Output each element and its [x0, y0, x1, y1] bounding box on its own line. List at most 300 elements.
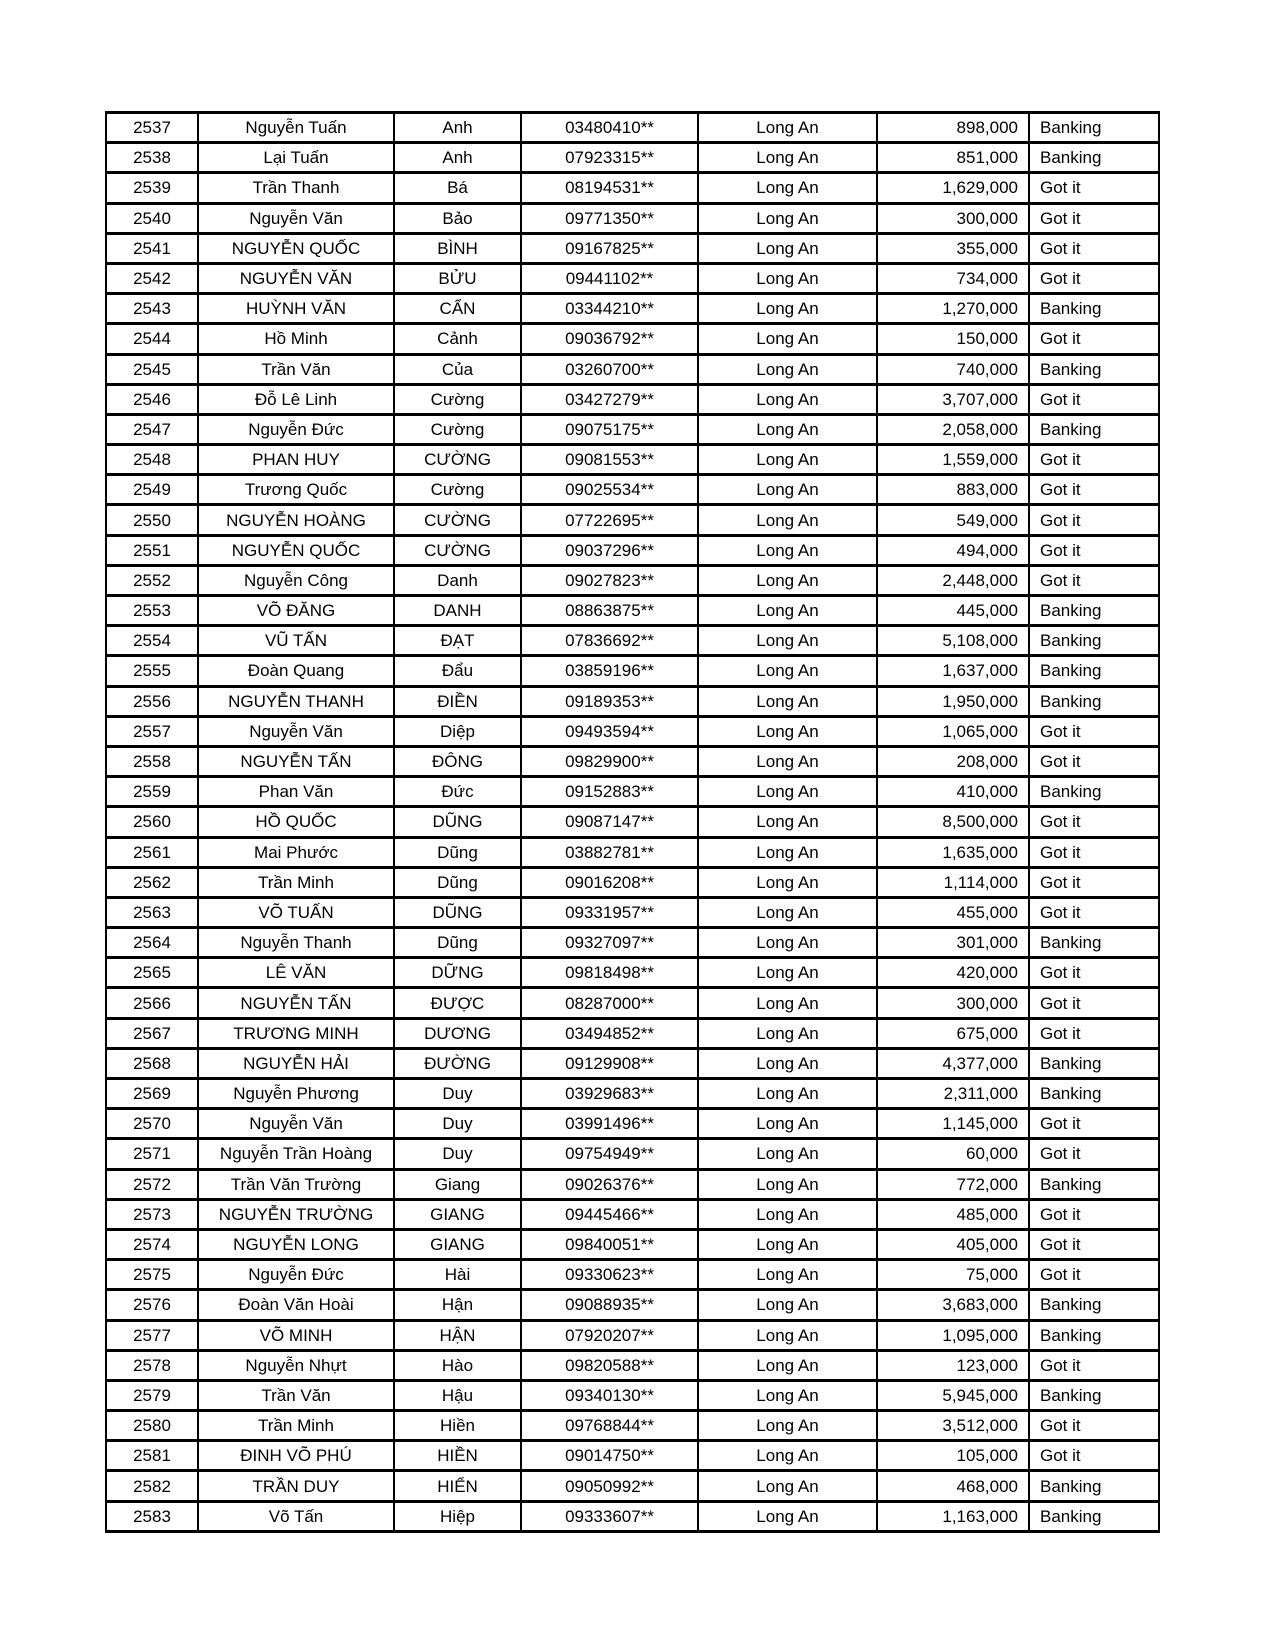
row-number-cell: 2581: [106, 1441, 198, 1471]
table-row: [106, 1441, 1159, 1471]
table-row: [106, 958, 1159, 988]
first-name-cell: Duy: [394, 1079, 521, 1109]
last-middle-name-cell: Nguyễn Trần Hoàng: [198, 1139, 394, 1169]
first-name-cell: ĐƯỢC: [394, 988, 521, 1018]
amount-cell: 1,270,000: [877, 294, 1029, 324]
row-number-cell: 2556: [106, 686, 198, 716]
first-name-cell: Cảnh: [394, 324, 521, 354]
row-number-cell: 2572: [106, 1169, 198, 1199]
province-cell: Long An: [698, 626, 877, 656]
status-cell: Banking: [1029, 686, 1159, 716]
table-row: [106, 686, 1159, 716]
province-cell: Long An: [698, 656, 877, 686]
amount-cell: 5,945,000: [877, 1380, 1029, 1410]
province-cell: Long An: [698, 1290, 877, 1320]
phone-masked-cell: 07836692**: [521, 626, 698, 656]
status-cell: Banking: [1029, 1290, 1159, 1320]
first-name-cell: Dũng: [394, 928, 521, 958]
row-number-cell: 2559: [106, 777, 198, 807]
status-cell: Banking: [1029, 1079, 1159, 1109]
amount-cell: 1,114,000: [877, 867, 1029, 897]
province-cell: Long An: [698, 1441, 877, 1471]
phone-masked-cell: 03929683**: [521, 1079, 698, 1109]
table-row: [106, 414, 1159, 444]
row-number-cell: 2563: [106, 897, 198, 927]
row-number-cell: 2566: [106, 988, 198, 1018]
first-name-cell: CẨN: [394, 294, 521, 324]
table-row: [106, 746, 1159, 776]
phone-masked-cell: 03427279**: [521, 384, 698, 414]
province-cell: Long An: [698, 1471, 877, 1501]
status-cell: Got it: [1029, 1109, 1159, 1139]
row-number-cell: 2541: [106, 233, 198, 263]
row-number-cell: 2570: [106, 1109, 198, 1139]
first-name-cell: BỬU: [394, 263, 521, 293]
first-name-cell: Dũng: [394, 837, 521, 867]
phone-masked-cell: 09037296**: [521, 535, 698, 565]
status-cell: Banking: [1029, 1501, 1159, 1531]
row-number-cell: 2576: [106, 1290, 198, 1320]
amount-cell: 123,000: [877, 1350, 1029, 1380]
status-cell: Got it: [1029, 837, 1159, 867]
table-row: [106, 1380, 1159, 1410]
table-row: [106, 988, 1159, 1018]
table-row: [106, 1350, 1159, 1380]
status-cell: Got it: [1029, 324, 1159, 354]
phone-masked-cell: 09333607**: [521, 1501, 698, 1531]
status-cell: Got it: [1029, 384, 1159, 414]
last-middle-name-cell: Nguyễn Nhựt: [198, 1350, 394, 1380]
province-cell: Long An: [698, 1260, 877, 1290]
row-number-cell: 2543: [106, 294, 198, 324]
province-cell: Long An: [698, 1320, 877, 1350]
status-cell: Got it: [1029, 445, 1159, 475]
table-row: [106, 294, 1159, 324]
row-number-cell: 2547: [106, 414, 198, 444]
phone-masked-cell: 09050992**: [521, 1471, 698, 1501]
status-cell: Got it: [1029, 565, 1159, 595]
last-middle-name-cell: Nguyễn Tuấn: [198, 113, 394, 143]
first-name-cell: Duy: [394, 1109, 521, 1139]
amount-cell: 485,000: [877, 1199, 1029, 1229]
phone-masked-cell: 09036792**: [521, 324, 698, 354]
last-middle-name-cell: NGUYỄN HẢI: [198, 1048, 394, 1078]
row-number-cell: 2549: [106, 475, 198, 505]
recipient-roster-table: [105, 111, 1160, 1533]
last-middle-name-cell: ĐINH VÕ PHÚ: [198, 1441, 394, 1471]
row-number-cell: 2548: [106, 445, 198, 475]
province-cell: Long An: [698, 1018, 877, 1048]
table-row: [106, 626, 1159, 656]
table-row: [106, 1290, 1159, 1320]
row-number-cell: 2537: [106, 113, 198, 143]
table-row: [106, 1320, 1159, 1350]
amount-cell: 8,500,000: [877, 807, 1029, 837]
first-name-cell: Danh: [394, 565, 521, 595]
amount-cell: 772,000: [877, 1169, 1029, 1199]
status-cell: Got it: [1029, 867, 1159, 897]
last-middle-name-cell: NGUYỄN TẤN: [198, 746, 394, 776]
row-number-cell: 2539: [106, 173, 198, 203]
table-row: [106, 173, 1159, 203]
province-cell: Long An: [698, 777, 877, 807]
amount-cell: 1,095,000: [877, 1320, 1029, 1350]
province-cell: Long An: [698, 1139, 877, 1169]
first-name-cell: ĐIỀN: [394, 686, 521, 716]
phone-masked-cell: 03344210**: [521, 294, 698, 324]
last-middle-name-cell: Hồ Minh: [198, 324, 394, 354]
status-cell: Banking: [1029, 414, 1159, 444]
row-number-cell: 2578: [106, 1350, 198, 1380]
last-middle-name-cell: Trần Văn Trường: [198, 1169, 394, 1199]
first-name-cell: DƯƠNG: [394, 1018, 521, 1048]
first-name-cell: DŨNG: [394, 807, 521, 837]
phone-masked-cell: 09441102**: [521, 263, 698, 293]
last-middle-name-cell: HUỲNH VĂN: [198, 294, 394, 324]
phone-masked-cell: 03859196**: [521, 656, 698, 686]
amount-cell: 3,512,000: [877, 1411, 1029, 1441]
status-cell: Banking: [1029, 928, 1159, 958]
phone-masked-cell: 08287000**: [521, 988, 698, 1018]
province-cell: Long An: [698, 414, 877, 444]
amount-cell: 1,950,000: [877, 686, 1029, 716]
table-row: [106, 143, 1159, 173]
last-middle-name-cell: VŨ TẤN: [198, 626, 394, 656]
province-cell: Long An: [698, 596, 877, 626]
last-middle-name-cell: Mai Phước: [198, 837, 394, 867]
table-row: [106, 807, 1159, 837]
row-number-cell: 2577: [106, 1320, 198, 1350]
phone-masked-cell: 09014750**: [521, 1441, 698, 1471]
phone-masked-cell: 09818498**: [521, 958, 698, 988]
amount-cell: 3,683,000: [877, 1290, 1029, 1320]
row-number-cell: 2552: [106, 565, 198, 595]
last-middle-name-cell: Đoàn Quang: [198, 656, 394, 686]
last-middle-name-cell: NGUYỄN QUỐC: [198, 535, 394, 565]
first-name-cell: Bá: [394, 173, 521, 203]
row-number-cell: 2540: [106, 203, 198, 233]
row-number-cell: 2545: [106, 354, 198, 384]
phone-masked-cell: 09771350**: [521, 203, 698, 233]
amount-cell: 455,000: [877, 897, 1029, 927]
table-row: [106, 565, 1159, 595]
table-row: [106, 1018, 1159, 1048]
province-cell: Long An: [698, 445, 877, 475]
amount-cell: 1,635,000: [877, 837, 1029, 867]
province-cell: Long An: [698, 746, 877, 776]
last-middle-name-cell: VÕ ĐĂNG: [198, 596, 394, 626]
first-name-cell: Diệp: [394, 716, 521, 746]
last-middle-name-cell: PHAN HUY: [198, 445, 394, 475]
amount-cell: 1,065,000: [877, 716, 1029, 746]
first-name-cell: Cường: [394, 384, 521, 414]
table-row: [106, 1109, 1159, 1139]
phone-masked-cell: 09167825**: [521, 233, 698, 263]
amount-cell: 301,000: [877, 928, 1029, 958]
row-number-cell: 2571: [106, 1139, 198, 1169]
status-cell: Banking: [1029, 1380, 1159, 1410]
status-cell: Got it: [1029, 958, 1159, 988]
province-cell: Long An: [698, 143, 877, 173]
province-cell: Long An: [698, 294, 877, 324]
row-number-cell: 2567: [106, 1018, 198, 1048]
phone-masked-cell: 09327097**: [521, 928, 698, 958]
phone-masked-cell: 07722695**: [521, 505, 698, 535]
status-cell: Got it: [1029, 233, 1159, 263]
first-name-cell: Cường: [394, 414, 521, 444]
phone-masked-cell: 09493594**: [521, 716, 698, 746]
phone-masked-cell: 09768844**: [521, 1411, 698, 1441]
status-cell: Banking: [1029, 1320, 1159, 1350]
last-middle-name-cell: VÕ TUẤN: [198, 897, 394, 927]
phone-masked-cell: 09445466**: [521, 1199, 698, 1229]
province-cell: Long An: [698, 1411, 877, 1441]
table-row: [106, 233, 1159, 263]
phone-masked-cell: 08863875**: [521, 596, 698, 626]
phone-masked-cell: 09754949**: [521, 1139, 698, 1169]
first-name-cell: Giang: [394, 1169, 521, 1199]
table-row: [106, 1169, 1159, 1199]
table-row: [106, 1411, 1159, 1441]
province-cell: Long An: [698, 1048, 877, 1078]
province-cell: Long An: [698, 837, 877, 867]
amount-cell: 445,000: [877, 596, 1029, 626]
province-cell: Long An: [698, 897, 877, 927]
first-name-cell: Hào: [394, 1350, 521, 1380]
status-cell: Got it: [1029, 1260, 1159, 1290]
last-middle-name-cell: Nguyễn Thanh: [198, 928, 394, 958]
phone-masked-cell: 09025534**: [521, 475, 698, 505]
last-middle-name-cell: Nguyễn Văn: [198, 716, 394, 746]
status-cell: Got it: [1029, 716, 1159, 746]
phone-masked-cell: 03480410**: [521, 113, 698, 143]
last-middle-name-cell: NGUYỄN QUỐC: [198, 233, 394, 263]
phone-masked-cell: 09829900**: [521, 746, 698, 776]
last-middle-name-cell: Nguyễn Văn: [198, 1109, 394, 1139]
first-name-cell: Anh: [394, 143, 521, 173]
phone-masked-cell: 03260700**: [521, 354, 698, 384]
amount-cell: 5,108,000: [877, 626, 1029, 656]
first-name-cell: DANH: [394, 596, 521, 626]
table-row: [106, 837, 1159, 867]
status-cell: Got it: [1029, 173, 1159, 203]
first-name-cell: CƯỜNG: [394, 445, 521, 475]
status-cell: Banking: [1029, 354, 1159, 384]
phone-masked-cell: 09087147**: [521, 807, 698, 837]
province-cell: Long An: [698, 535, 877, 565]
province-cell: Long An: [698, 1229, 877, 1259]
status-cell: Got it: [1029, 475, 1159, 505]
row-number-cell: 2546: [106, 384, 198, 414]
province-cell: Long An: [698, 354, 877, 384]
last-middle-name-cell: Trần Minh: [198, 1411, 394, 1441]
amount-cell: 851,000: [877, 143, 1029, 173]
last-middle-name-cell: Nguyễn Văn: [198, 203, 394, 233]
phone-masked-cell: 09840051**: [521, 1229, 698, 1259]
province-cell: Long An: [698, 1109, 877, 1139]
phone-masked-cell: 09075175**: [521, 414, 698, 444]
phone-masked-cell: 09331957**: [521, 897, 698, 927]
first-name-cell: CƯỜNG: [394, 505, 521, 535]
phone-masked-cell: 09016208**: [521, 867, 698, 897]
table-row: [106, 445, 1159, 475]
status-cell: Got it: [1029, 807, 1159, 837]
amount-cell: 883,000: [877, 475, 1029, 505]
table-row: [106, 1229, 1159, 1259]
province-cell: Long An: [698, 1501, 877, 1531]
table-row: [106, 1048, 1159, 1078]
amount-cell: 105,000: [877, 1441, 1029, 1471]
first-name-cell: GIANG: [394, 1229, 521, 1259]
phone-masked-cell: 08194531**: [521, 173, 698, 203]
table-row: [106, 505, 1159, 535]
table-row: [106, 1260, 1159, 1290]
amount-cell: 1,163,000: [877, 1501, 1029, 1531]
amount-cell: 208,000: [877, 746, 1029, 776]
table-row: [106, 777, 1159, 807]
province-cell: Long An: [698, 203, 877, 233]
status-cell: Got it: [1029, 535, 1159, 565]
last-middle-name-cell: NGUYỄN VĂN: [198, 263, 394, 293]
province-cell: Long An: [698, 988, 877, 1018]
province-cell: Long An: [698, 1079, 877, 1109]
table-row: [106, 384, 1159, 414]
last-middle-name-cell: Nguyễn Phương: [198, 1079, 394, 1109]
phone-masked-cell: 03882781**: [521, 837, 698, 867]
first-name-cell: Hiệp: [394, 1501, 521, 1531]
row-number-cell: 2579: [106, 1380, 198, 1410]
last-middle-name-cell: Nguyễn Đức: [198, 1260, 394, 1290]
status-cell: Banking: [1029, 1169, 1159, 1199]
last-middle-name-cell: NGUYỄN TẤN: [198, 988, 394, 1018]
first-name-cell: Hậu: [394, 1380, 521, 1410]
status-cell: Got it: [1029, 746, 1159, 776]
province-cell: Long An: [698, 324, 877, 354]
row-number-cell: 2569: [106, 1079, 198, 1109]
amount-cell: 1,637,000: [877, 656, 1029, 686]
amount-cell: 1,629,000: [877, 173, 1029, 203]
amount-cell: 2,058,000: [877, 414, 1029, 444]
first-name-cell: Cường: [394, 475, 521, 505]
first-name-cell: CƯỜNG: [394, 535, 521, 565]
phone-masked-cell: 09152883**: [521, 777, 698, 807]
roster-table-body: [106, 113, 1159, 1532]
amount-cell: 420,000: [877, 958, 1029, 988]
amount-cell: 2,311,000: [877, 1079, 1029, 1109]
province-cell: Long An: [698, 1169, 877, 1199]
status-cell: Banking: [1029, 143, 1159, 173]
amount-cell: 2,448,000: [877, 565, 1029, 595]
status-cell: Banking: [1029, 596, 1159, 626]
province-cell: Long An: [698, 505, 877, 535]
first-name-cell: Của: [394, 354, 521, 384]
first-name-cell: Anh: [394, 113, 521, 143]
table-row: [106, 1471, 1159, 1501]
last-middle-name-cell: Võ Tấn: [198, 1501, 394, 1531]
province-cell: Long An: [698, 233, 877, 263]
first-name-cell: DỮNG: [394, 958, 521, 988]
first-name-cell: Duy: [394, 1139, 521, 1169]
last-middle-name-cell: NGUYỄN TRƯỜNG: [198, 1199, 394, 1229]
province-cell: Long An: [698, 1199, 877, 1229]
status-cell: Got it: [1029, 1229, 1159, 1259]
row-number-cell: 2564: [106, 928, 198, 958]
last-middle-name-cell: NGUYỄN HOÀNG: [198, 505, 394, 535]
phone-masked-cell: 07920207**: [521, 1320, 698, 1350]
last-middle-name-cell: VÕ MINH: [198, 1320, 394, 1350]
row-number-cell: 2573: [106, 1199, 198, 1229]
phone-masked-cell: 09081553**: [521, 445, 698, 475]
table-row: [106, 354, 1159, 384]
amount-cell: 60,000: [877, 1139, 1029, 1169]
amount-cell: 355,000: [877, 233, 1029, 263]
row-number-cell: 2582: [106, 1471, 198, 1501]
last-middle-name-cell: NGUYỄN THANH: [198, 686, 394, 716]
province-cell: Long An: [698, 173, 877, 203]
first-name-cell: Đức: [394, 777, 521, 807]
last-middle-name-cell: Trần Thanh: [198, 173, 394, 203]
amount-cell: 740,000: [877, 354, 1029, 384]
amount-cell: 898,000: [877, 113, 1029, 143]
status-cell: Got it: [1029, 505, 1159, 535]
row-number-cell: 2561: [106, 837, 198, 867]
first-name-cell: HIỀN: [394, 1441, 521, 1471]
table-row: [106, 324, 1159, 354]
amount-cell: 410,000: [877, 777, 1029, 807]
last-middle-name-cell: Nguyễn Công: [198, 565, 394, 595]
status-cell: Got it: [1029, 1139, 1159, 1169]
table-row: [106, 867, 1159, 897]
first-name-cell: ĐÔNG: [394, 746, 521, 776]
row-number-cell: 2565: [106, 958, 198, 988]
table-row: [106, 1501, 1159, 1531]
status-cell: Got it: [1029, 1441, 1159, 1471]
table-row: [106, 1199, 1159, 1229]
status-cell: Banking: [1029, 1471, 1159, 1501]
amount-cell: 4,377,000: [877, 1048, 1029, 1078]
status-cell: Banking: [1029, 656, 1159, 686]
status-cell: Got it: [1029, 203, 1159, 233]
table-row: [106, 113, 1159, 143]
province-cell: Long An: [698, 928, 877, 958]
amount-cell: 150,000: [877, 324, 1029, 354]
province-cell: Long An: [698, 958, 877, 988]
last-middle-name-cell: Đỗ Lê Linh: [198, 384, 394, 414]
last-middle-name-cell: Đoàn Văn Hoài: [198, 1290, 394, 1320]
row-number-cell: 2538: [106, 143, 198, 173]
row-number-cell: 2558: [106, 746, 198, 776]
amount-cell: 734,000: [877, 263, 1029, 293]
status-cell: Got it: [1029, 1350, 1159, 1380]
last-middle-name-cell: NGUYỄN LONG: [198, 1229, 394, 1259]
province-cell: Long An: [698, 1380, 877, 1410]
status-cell: Got it: [1029, 1411, 1159, 1441]
phone-masked-cell: 09129908**: [521, 1048, 698, 1078]
row-number-cell: 2560: [106, 807, 198, 837]
table-row: [106, 203, 1159, 233]
phone-masked-cell: 09189353**: [521, 686, 698, 716]
province-cell: Long An: [698, 686, 877, 716]
table-row: [106, 596, 1159, 626]
table-row: [106, 656, 1159, 686]
amount-cell: 675,000: [877, 1018, 1029, 1048]
amount-cell: 405,000: [877, 1229, 1029, 1259]
last-middle-name-cell: TRƯƠNG MINH: [198, 1018, 394, 1048]
first-name-cell: HIỂN: [394, 1471, 521, 1501]
first-name-cell: ĐƯỜNG: [394, 1048, 521, 1078]
status-cell: Banking: [1029, 1048, 1159, 1078]
amount-cell: 1,559,000: [877, 445, 1029, 475]
